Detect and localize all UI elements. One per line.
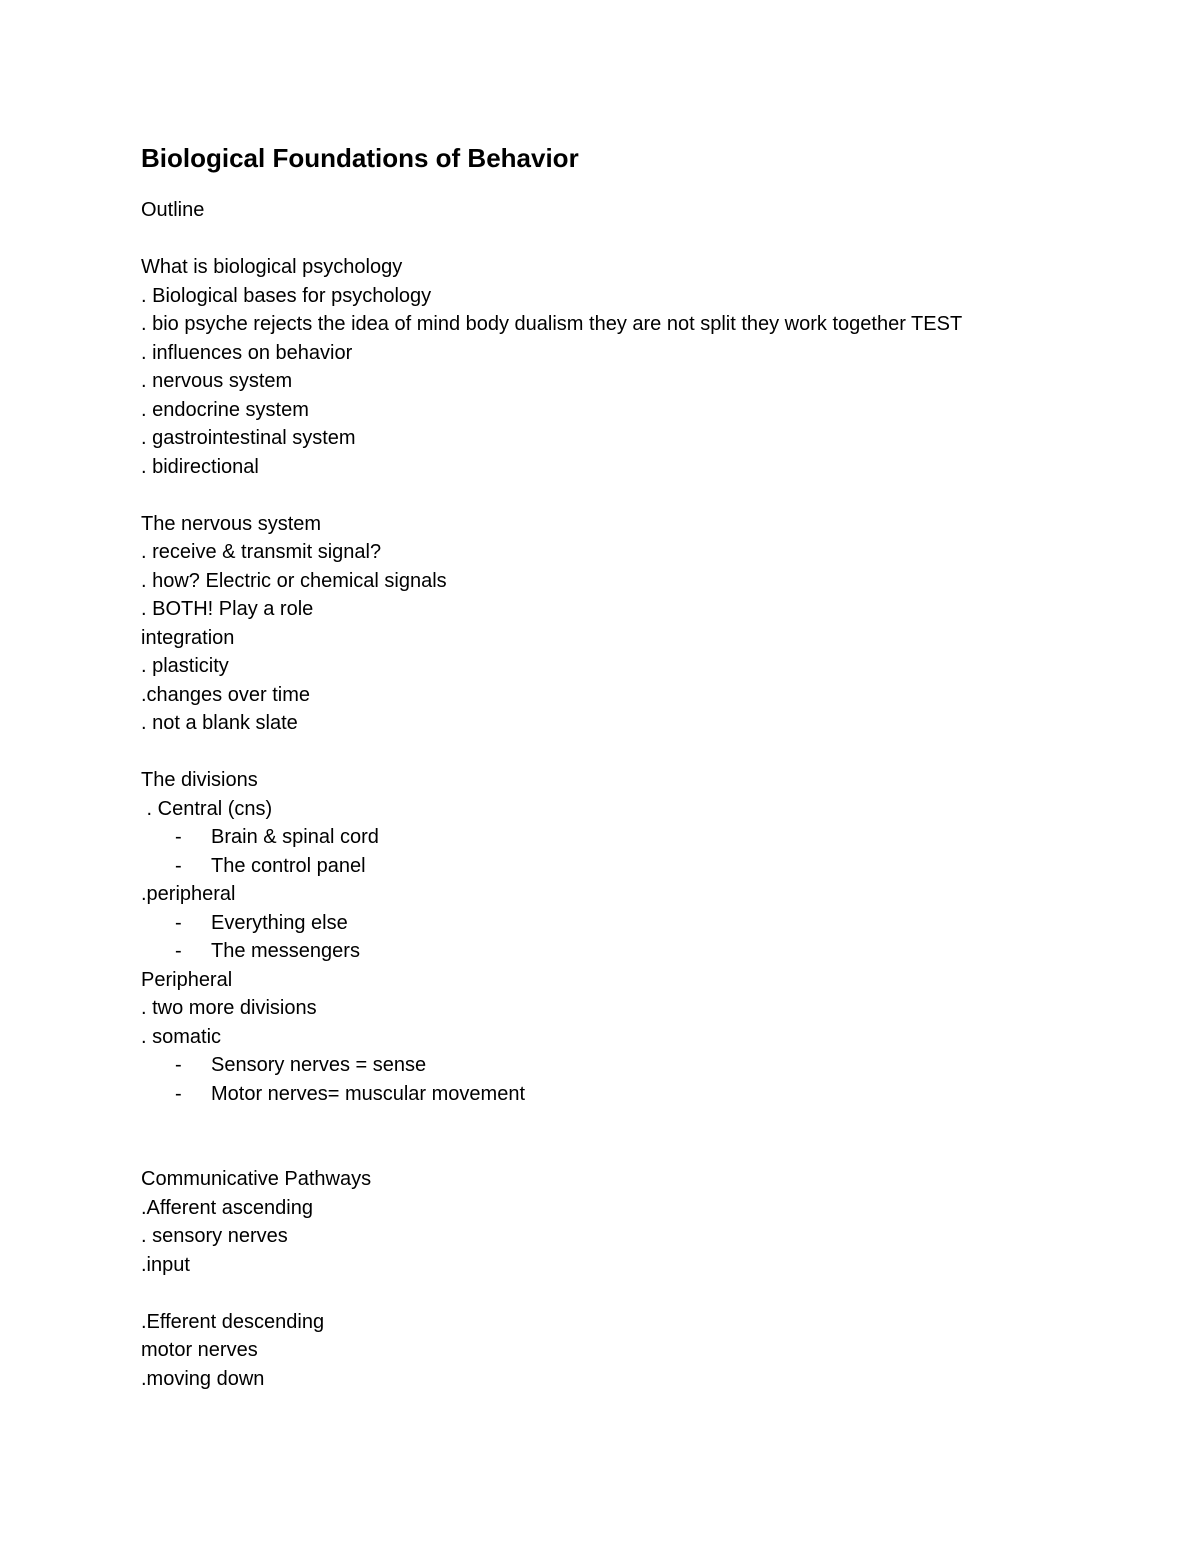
outline-item: motor nerves: [141, 1339, 258, 1361]
section-heading: What is biological psychology: [141, 256, 403, 278]
dash-marker: -: [175, 826, 182, 848]
blank-line: [141, 738, 1141, 767]
dash-bullet-item: [141, 852, 1141, 881]
outline-item: .peripheral: [141, 883, 236, 905]
outline-item: . influences on behavior: [141, 341, 353, 364]
outline-item: integration: [141, 626, 235, 649]
outline-item: . bidirectional: [141, 455, 259, 478]
dash-bullet-item: [141, 909, 1141, 938]
outline-item: . receive & transmit signal?: [141, 541, 382, 563]
blank-line: [141, 1279, 1141, 1308]
bullet-text: Brain & spinal cord: [211, 826, 379, 848]
outline-item: . sensory nerves: [141, 1225, 288, 1247]
blank-line: [141, 481, 1141, 510]
bullet-text: Everything else: [211, 911, 348, 934]
section-heading: The nervous system: [141, 512, 322, 535]
dash-marker: -: [175, 854, 182, 877]
outline-item: . bio psyche rejects the idea of mind body dualism they are not split they work together TEST: [141, 313, 963, 335]
outline-item: .moving down: [141, 1367, 265, 1390]
bullet-text: The control panel: [211, 854, 366, 877]
dash-marker: -: [175, 1054, 182, 1076]
dash-bullet-item: [141, 1051, 1141, 1080]
outline-item: . not a blank slate: [141, 712, 298, 734]
blank-line: [141, 1108, 1141, 1165]
section-heading: The divisions: [141, 769, 258, 791]
outline-item: . Central (cns): [141, 797, 273, 820]
document-title: Biological Foundations of Behavior: [141, 143, 579, 173]
bullet-text: Sensory nerves = sense: [211, 1054, 427, 1076]
dash-marker: -: [175, 911, 182, 934]
dash-marker: -: [175, 940, 182, 962]
document-page: [141, 138, 1141, 1393]
dash-bullet-item: [141, 1080, 1141, 1109]
dash-marker: -: [175, 1082, 182, 1105]
bullet-text: The messengers: [211, 940, 360, 962]
outline-item: .Efferent descending: [141, 1310, 325, 1333]
outline-item: . how? Electric or chemical signals: [141, 569, 447, 592]
outline-item: . plasticity: [141, 655, 229, 677]
outline-item: .Afferent ascending: [141, 1196, 313, 1219]
outline-item: . BOTH! Play a role: [141, 598, 314, 620]
outline-item: . two more divisions: [141, 997, 317, 1019]
outline-item: . nervous system: [141, 370, 293, 392]
blank-line: [141, 225, 1141, 254]
outline-item: .input: [141, 1253, 190, 1276]
outline-item: . gastrointestinal system: [141, 427, 356, 449]
outline-item: . Biological bases for psychology: [141, 284, 432, 307]
dash-bullet-item: [141, 937, 1141, 966]
outline-item: .changes over time: [141, 683, 310, 706]
bullet-text: Motor nerves= muscular movement: [211, 1082, 526, 1105]
outline-item: . endocrine system: [141, 398, 309, 421]
dash-bullet-item: [141, 823, 1141, 852]
outline-item: Peripheral: [141, 968, 233, 991]
section-heading: Communicative Pathways: [141, 1168, 372, 1190]
outline-label: Outline: [141, 199, 205, 221]
outline-item: . somatic: [141, 1025, 222, 1048]
